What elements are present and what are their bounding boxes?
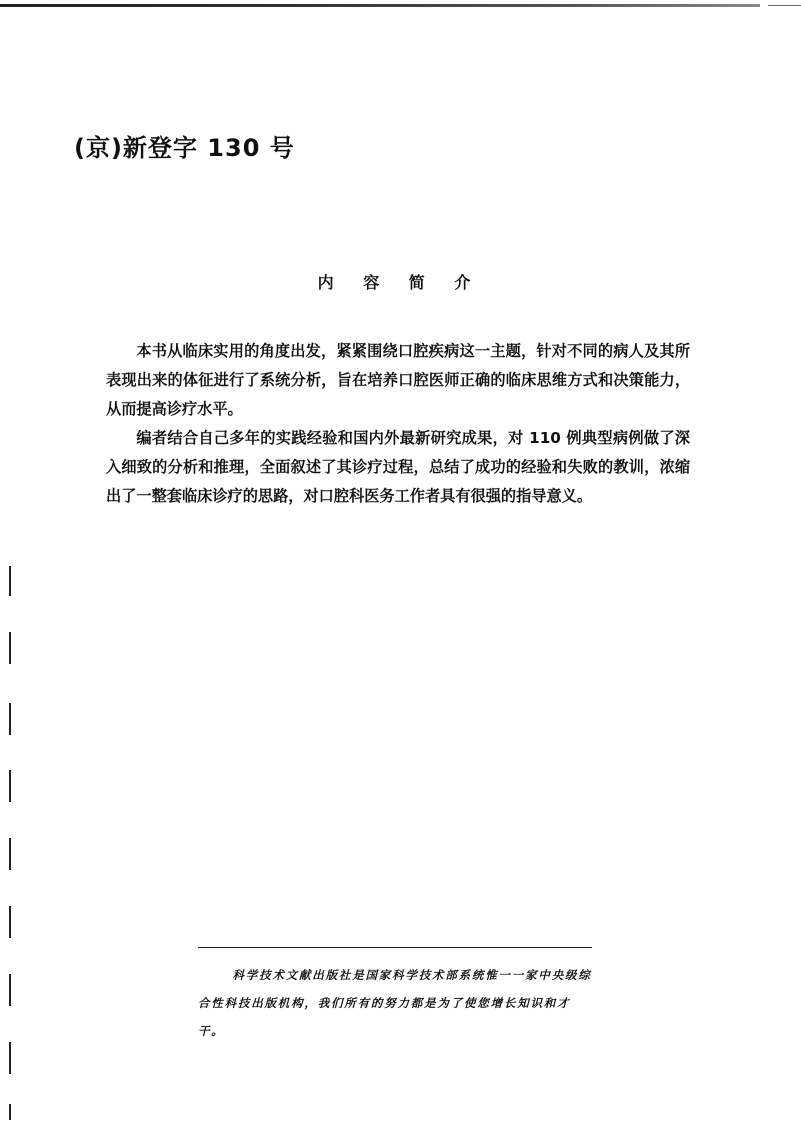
top-border-rule — [0, 4, 760, 7]
margin-scan-mark — [9, 703, 11, 735]
margin-scan-mark — [9, 1042, 11, 1074]
summary-paragraph-1: 本书从临床实用的角度出发，紧紧围绕口腔疾病这一主题，针对不同的病人及其所表现出来的体征进行了系统分析，旨在培养口腔医师正确的临床思维方式和决策能力，从而提高诊疗水平。 — [106, 342, 690, 418]
margin-scan-mark — [9, 838, 11, 870]
margin-scan-mark — [9, 632, 11, 664]
footer-divider — [198, 947, 592, 948]
publisher-note — [198, 961, 592, 1045]
summary-body — [106, 337, 690, 511]
summary-heading: 内 容 简 介 — [317, 273, 483, 292]
publisher-note-text: 科学技术文献出版社是国家科学技术部系统惟一一家中央级综合性科技出版机构，我们所有的努力都是为了使您增长知识和才干。 — [198, 968, 592, 1038]
registration-number: (京)新登字 130 号 — [74, 134, 295, 162]
top-border-rule-tail — [768, 5, 801, 6]
margin-scan-mark — [9, 906, 11, 938]
margin-scan-mark — [9, 1104, 11, 1120]
margin-scan-mark — [9, 566, 11, 596]
margin-scan-mark — [9, 770, 11, 802]
margin-scan-mark — [9, 974, 11, 1006]
summary-paragraph-2: 编者结合自己多年的实践经验和国内外最新研究成果，对 110 例典型病例做了深入细致的分析和推理，全面叙述了其诊疗过程，总结了成功的经验和失败的教训，浓缩出了一整套临床诊疗的思路，对口腔科医务工作者具有很强的指导意义。 — [106, 429, 690, 505]
